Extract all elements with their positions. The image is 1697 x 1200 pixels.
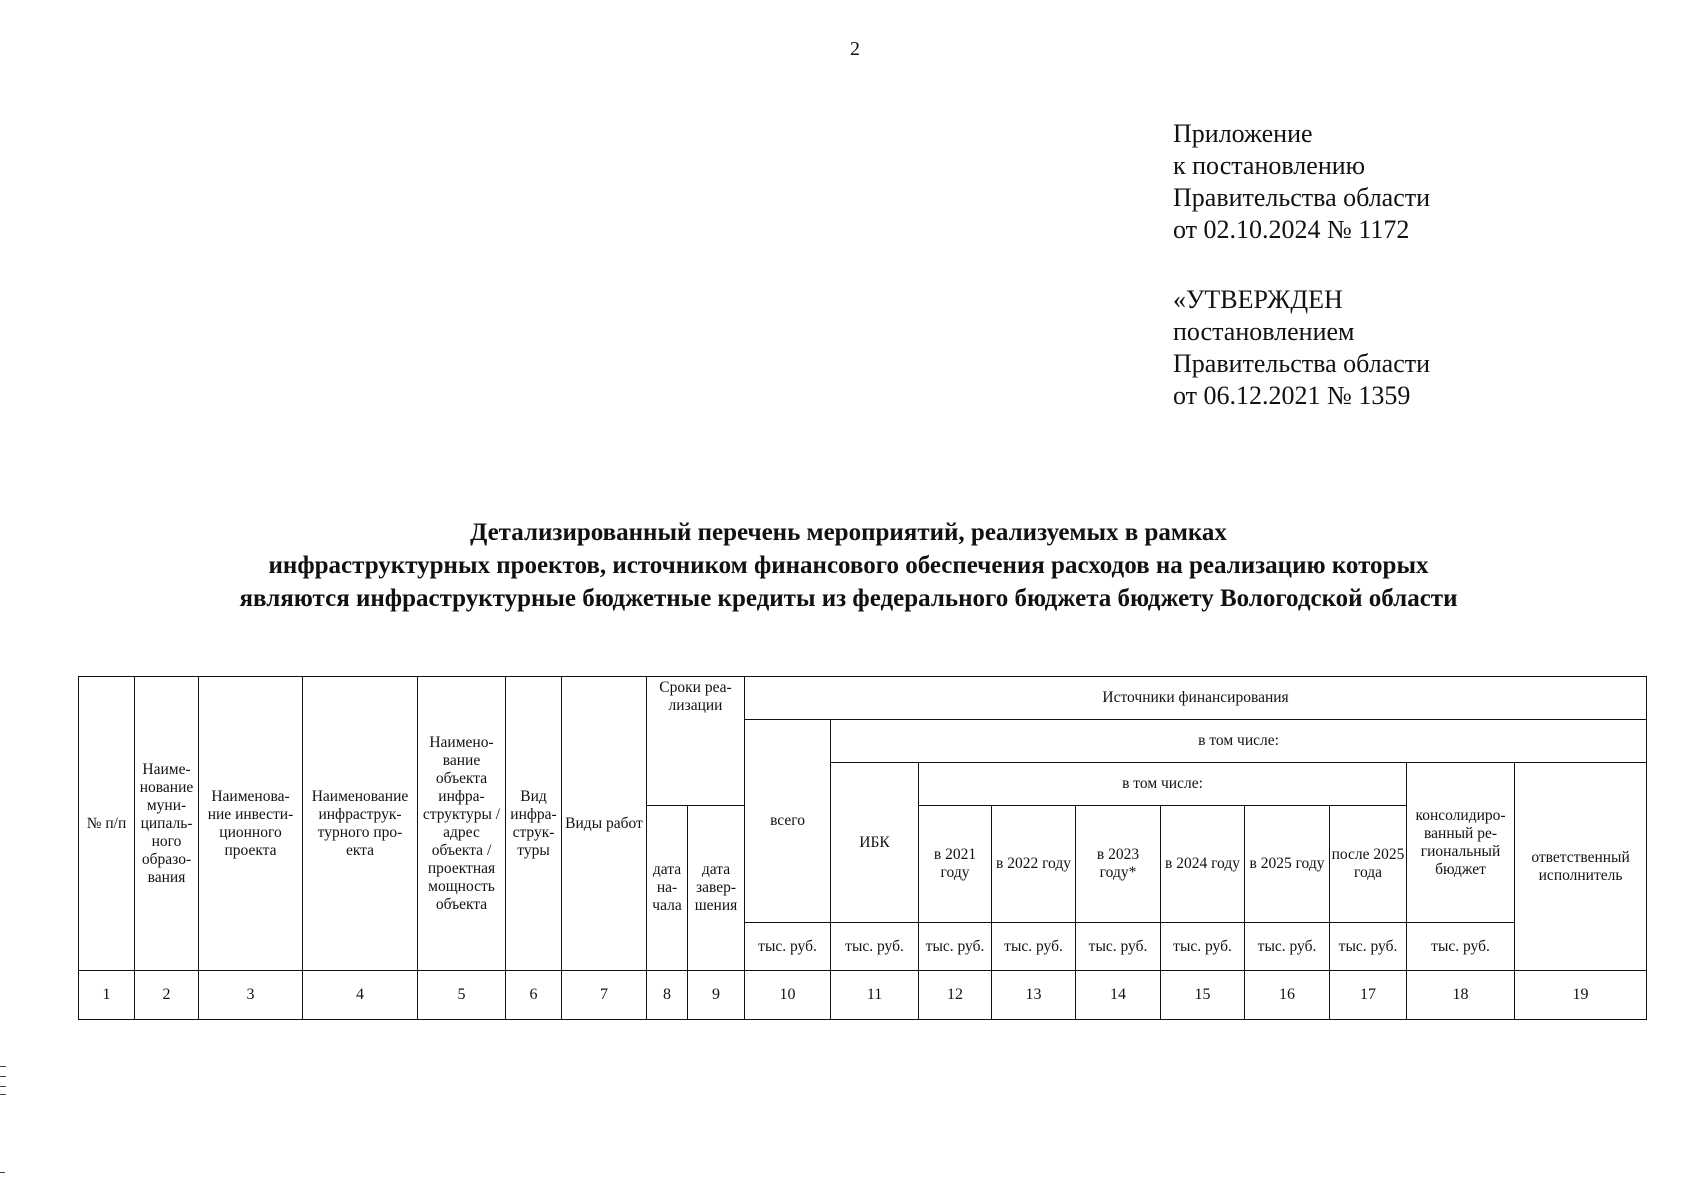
financing-table [78,676,1647,1020]
appendix-line: к постановлению [1173,151,1366,180]
title-line: инфраструктурных проектов, источником финансового обеспечения расходов на реализацию которых [268,552,1429,579]
column-number: 13 [992,971,1076,1020]
unit-2022: тыс. руб. [992,923,1076,971]
column-number: 17 [1330,971,1407,1020]
header-including: в том числе: [831,720,1647,763]
column-number: 3 [199,971,303,1020]
unit-after-2025: тыс. руб. [1330,923,1407,971]
column-number: 15 [1161,971,1245,1020]
header-executor: ответственный исполнитель [1515,763,1647,971]
header-after-2025: после 2025 года [1330,806,1407,923]
header-ibk: ИБК [831,763,919,923]
header-regional-budget: консолидиро-ванный ре-гиональный бюджет [1407,763,1515,923]
unit-ibk: тыс. руб. [831,923,919,971]
unit-2024: тыс. руб. [1161,923,1245,971]
header-start-date: дата на-чала [647,806,688,971]
scan-mark [0,1086,6,1087]
document-title [0,516,1697,615]
page-number: 2 [850,38,860,60]
appendix-block [1173,118,1430,412]
column-number: 8 [647,971,688,1020]
column-number: 9 [688,971,745,1020]
column-number: 19 [1515,971,1647,1020]
header-year-2025: в 2025 году [1245,806,1330,923]
appendix-line: от 02.10.2024 № 1172 [1173,215,1410,244]
column-number: 7 [562,971,647,1020]
title-line: Детализированный перечень мероприятий, реализуемых в рамках [470,519,1227,546]
scan-mark [0,1094,6,1095]
approved-line: постановлением [1173,317,1355,346]
unit-2025: тыс. руб. [1245,923,1330,971]
column-number: 1 [79,971,135,1020]
header-year-2024: в 2024 году [1161,806,1245,923]
column-number: 10 [745,971,831,1020]
header-end-date: дата завер-шения [688,806,745,971]
unit-total: тыс. руб. [745,923,831,971]
header-year-2021: в 2021 году [919,806,992,923]
header-infrastructure-project: Наименование инфраструк-турного про-екта [303,677,418,971]
header-work-types: Виды работ [562,677,647,971]
header-num: № п/п [79,677,135,971]
unit-2021: тыс. руб. [919,923,992,971]
header-sources: Источники финансирования [745,677,1647,720]
column-number: 2 [135,971,199,1020]
header-infra-type: Вид инфра-струк-туры [506,677,562,971]
scan-mark [0,1076,6,1077]
header-terms: Сроки реа-лизации [647,677,745,806]
approved-line: от 06.12.2021 № 1359 [1173,381,1411,410]
column-number: 6 [506,971,562,1020]
header-municipality: Наиме-нование муни-ципаль-ного образо-вания [135,677,199,971]
column-number: 11 [831,971,919,1020]
appendix-line: Правительства области [1173,183,1431,212]
header-investment-project: Наименова-ние инвести-ционного проекта [199,677,303,971]
title-line: являются инфраструктурные бюджетные кредиты из федерального бюджета бюджету Вологодской области [239,585,1458,612]
header-total: всего [745,720,831,923]
header-object: Наимено-вание объекта инфра-структуры / адрес объекта / проектная мощность объекта [418,677,506,971]
scan-mark [0,1172,5,1173]
approved-line: Правительства области [1173,349,1431,378]
column-number: 14 [1076,971,1161,1020]
header-year-2022: в 2022 году [992,806,1076,923]
column-number: 4 [303,971,418,1020]
column-number: 12 [919,971,992,1020]
column-number: 5 [418,971,506,1020]
column-number: 18 [1407,971,1515,1020]
unit-regional-budget: тыс. руб. [1407,923,1515,971]
appendix-line: Приложение [1173,119,1313,148]
approved-line: «УТВЕРЖДЕН [1173,285,1343,314]
unit-2023: тыс. руб. [1076,923,1161,971]
column-number: 16 [1245,971,1330,1020]
scan-mark [0,1066,6,1067]
header-including-inner: в том числе: [919,763,1407,806]
header-year-2023: в 2023 году* [1076,806,1161,923]
